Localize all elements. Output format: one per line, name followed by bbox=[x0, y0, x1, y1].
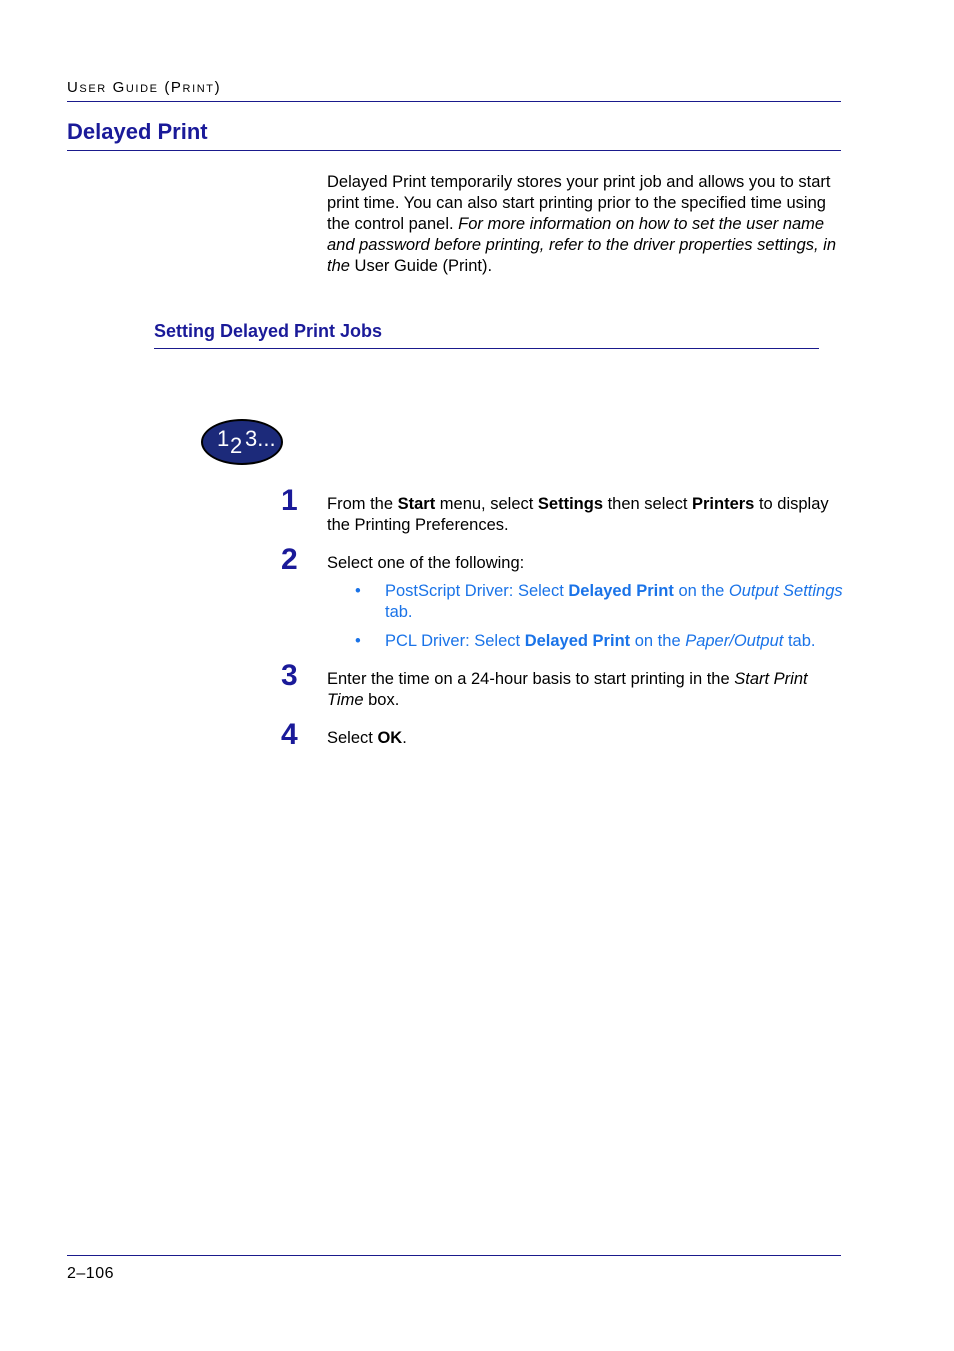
bullet-dot: • bbox=[355, 582, 361, 600]
step-1-bold-settings: Settings bbox=[537, 495, 604, 513]
intro-paragraph bbox=[327, 172, 839, 277]
footer-rule bbox=[67, 1255, 841, 1256]
badge-digit-1: 1 bbox=[217, 426, 230, 451]
subsection-title-rule bbox=[154, 348, 819, 349]
bullet-dot: • bbox=[355, 632, 361, 650]
page-number: 2–106 bbox=[67, 1265, 114, 1282]
bullet-2-text-c: tab. bbox=[783, 632, 816, 650]
step-1-text-c: then select bbox=[603, 495, 692, 513]
bullet-1-text-a: PostScript Driver: Select bbox=[385, 582, 569, 600]
badge-digit-3: 3... bbox=[245, 426, 276, 451]
step-1-bold-printers: Printers bbox=[692, 495, 755, 513]
step-4-text-a: Select bbox=[327, 729, 378, 747]
step-1-text-a: From the bbox=[327, 495, 398, 513]
header-rule bbox=[67, 101, 841, 102]
step-text-2: Select one of the following: bbox=[327, 554, 525, 572]
step-number-4: 4 bbox=[281, 718, 298, 751]
step-3-text-b: box. bbox=[363, 691, 400, 709]
section-title: Delayed Print bbox=[67, 119, 208, 144]
bullet-2-text-b: on the bbox=[630, 632, 686, 650]
bullet-1-bold: Delayed Print bbox=[568, 582, 674, 600]
step-1-bold-start: Start bbox=[397, 495, 436, 513]
bullet-1-text-b: on the bbox=[673, 582, 729, 600]
step-3-italic: Start Print Time bbox=[327, 670, 808, 709]
bullet-1-italic: Output Settings bbox=[728, 582, 843, 600]
step-number-1: 1 bbox=[281, 484, 298, 517]
step-text-3 bbox=[327, 669, 842, 711]
steps-badge-icon bbox=[201, 419, 283, 465]
step-4-bold-ok: OK bbox=[377, 729, 403, 747]
step-1-text-b: menu, select bbox=[435, 495, 538, 513]
bullet-text-postscript bbox=[385, 581, 845, 623]
section-title-rule bbox=[67, 150, 841, 151]
badge-digit-2: 2 bbox=[230, 433, 243, 458]
running-header: User Guide (Print) bbox=[67, 79, 222, 96]
step-text-4 bbox=[327, 728, 842, 749]
bullet-2-bold: Delayed Print bbox=[524, 632, 631, 650]
step-number-2: 2 bbox=[281, 543, 298, 576]
step-3-text-a: Enter the time on a 24-hour basis to start printing in the bbox=[327, 670, 735, 688]
bullet-2-italic: Paper/Output bbox=[685, 632, 784, 650]
intro-tail: User Guide (Print). bbox=[349, 257, 493, 275]
step-text-1 bbox=[327, 494, 842, 536]
bullet-2-text-a: PCL Driver: Select bbox=[385, 632, 525, 650]
step-1-text-d: to display the Printing Preferences. bbox=[327, 495, 829, 534]
step-number-3: 3 bbox=[281, 659, 298, 692]
intro-italic: For more information on how to set the user name and password before printing, refer to the driver properties settings, in the bbox=[327, 215, 837, 275]
bullet-text-pcl bbox=[385, 631, 845, 652]
bullet-1-text-c: tab. bbox=[385, 603, 413, 621]
intro-plain: Delayed Print temporarily stores your print job and allows you to start print time. You can also start printing prior to the specified time using the control panel. bbox=[327, 173, 831, 233]
step-4-text-b: . bbox=[402, 729, 407, 747]
subsection-title: Setting Delayed Print Jobs bbox=[154, 321, 383, 341]
